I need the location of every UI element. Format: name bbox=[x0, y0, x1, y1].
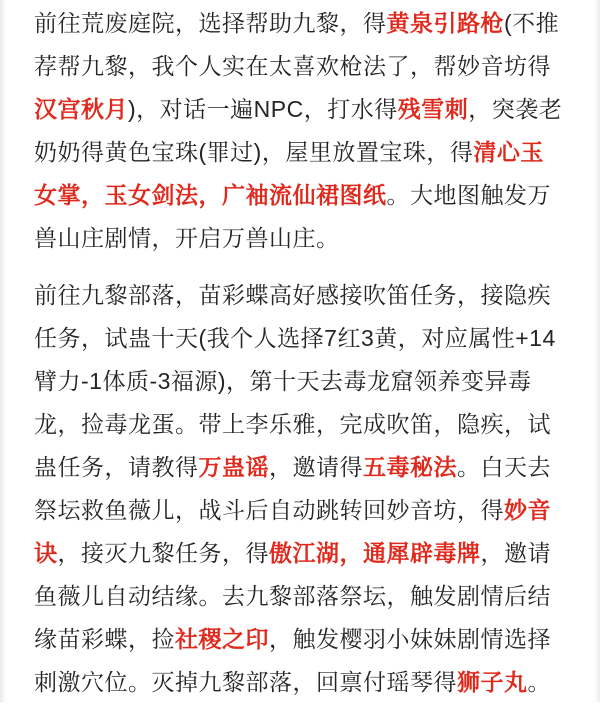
highlight-segment: 残雪刺 bbox=[397, 96, 469, 122]
text-segment: 。白天去祭坛救鱼薇儿，战斗后自动跳转回妙音坊，得 bbox=[34, 454, 551, 523]
highlight-segment: 清心玉女掌，玉女剑法，广袖流仙裙图纸 bbox=[34, 139, 544, 208]
guide-paragraph bbox=[34, 2, 567, 260]
text-segment: ，触发樱羽小妹妹剧情选择刺激穴位。灭掉九黎部落，回禀付瑶琴得 bbox=[34, 626, 551, 695]
text-segment: ，邀请得 bbox=[269, 454, 363, 480]
highlight-segment: 社稷之印 bbox=[175, 626, 269, 652]
text-segment: )，对话一遍NPC，打水得 bbox=[128, 96, 398, 122]
text-segment: (不推荐帮九黎，我个人实在太喜欢枪法了，帮妙音坊得 bbox=[34, 10, 560, 79]
text-segment: ，突袭老奶奶得黄色宝珠(罪过)，屋里放置宝珠，得 bbox=[34, 96, 563, 165]
highlight-segment: 汉宫秋月 bbox=[34, 96, 128, 122]
highlight-segment: 五毒秘法 bbox=[363, 454, 457, 480]
guide-paragraph bbox=[34, 274, 567, 704]
highlight-segment: 狮子丸 bbox=[457, 669, 528, 695]
highlight-segment: 万蛊谣 bbox=[198, 454, 269, 480]
text-segment: 前往荒废庭院，选择帮助九黎，得 bbox=[34, 10, 387, 36]
text-segment: 。 bbox=[527, 669, 551, 695]
highlight-segment: 妙音诀 bbox=[34, 497, 551, 566]
text-segment: 。大地图触发万兽山庄剧情，开启万兽山庄。 bbox=[34, 182, 551, 251]
text-segment: ，邀请鱼薇儿自动结缘。去九黎部落祭坛，触发剧情后结缘苗彩蝶，捡 bbox=[34, 540, 551, 652]
highlight-segment: 黄泉引路枪 bbox=[386, 10, 504, 36]
highlight-segment: 傲江湖，通犀辟毒牌 bbox=[269, 540, 481, 566]
text-segment: 前往九黎部落，苗彩蝶高好感接吹笛任务，接隐疾任务，试蛊十天(我个人选择7红3黄，对应属性+14臂力-1体质-3福源)，第十天去毒龙窟领养变异毒龙，捡毒龙蛋。带上李乐雅，完成吹笛，隐疾，试蛊任务，请教得 bbox=[34, 282, 556, 480]
text-segment: ，接灭九黎任务，得 bbox=[57, 540, 269, 566]
